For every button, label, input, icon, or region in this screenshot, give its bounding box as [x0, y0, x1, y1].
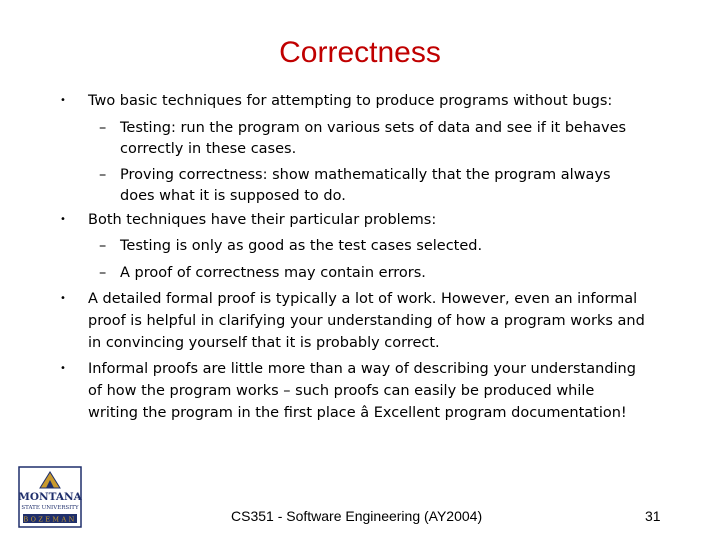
svg-text:MONTANA: MONTANA: [18, 491, 82, 503]
sub-1-1-line-2: correctly in these cases.: [120, 141, 297, 157]
bullet-marker: •: [60, 293, 66, 304]
svg-text:BOZEMAN: BOZEMAN: [23, 515, 77, 524]
sub-2-2-line-1: A proof of correctness may contain errors.: [120, 265, 426, 281]
sub-dash: –: [99, 120, 107, 136]
slide-title: Correctness: [279, 36, 441, 69]
university-logo: [18, 466, 82, 528]
bullet-4-line-3: writing the program in the first place â Excellent program documentation!: [88, 405, 627, 421]
sub-2-1-line-1: Testing is only as good as the test cases selected.: [120, 238, 483, 254]
slide-number: 31: [645, 508, 661, 524]
bullet-1-line-1: Two basic techniques for attempting to produce programs without bugs:: [88, 93, 613, 109]
sub-dash: –: [99, 167, 107, 183]
bullet-4-line-1: Informal proofs are little more than a way of describing your understanding: [88, 361, 636, 377]
bullet-marker: •: [60, 95, 66, 106]
sub-dash: –: [99, 238, 107, 254]
montana-state-logo-icon: [18, 466, 82, 528]
bullet-2-line-1: Both techniques have their particular problems:: [88, 212, 437, 228]
sub-1-2-line-2: does what it is supposed to do.: [120, 188, 346, 204]
sub-1-1-line-1: Testing: run the program on various sets of data and see if it behaves: [120, 120, 627, 136]
svg-text:STATE UNIVERSITY: STATE UNIVERSITY: [21, 505, 79, 511]
bullet-3-line-3: in convincing yourself that it is probably correct.: [88, 335, 440, 351]
bullet-3-line-1: A detailed formal proof is typically a lot of work. However, even an informal: [88, 291, 638, 307]
sub-1-2-line-1: Proving correctness: show mathematically that the program always: [120, 167, 611, 183]
sub-dash: –: [99, 265, 107, 281]
bullet-4-line-2: of how the program works – such proofs can easily be produced while: [88, 383, 595, 399]
bullet-marker: •: [60, 214, 66, 225]
bullet-marker: •: [60, 363, 66, 374]
bullet-3-line-2: proof is helpful in clarifying your understanding of how a program works and: [88, 313, 645, 329]
footer-course: CS351 - Software Engineering (AY2004): [231, 508, 483, 524]
